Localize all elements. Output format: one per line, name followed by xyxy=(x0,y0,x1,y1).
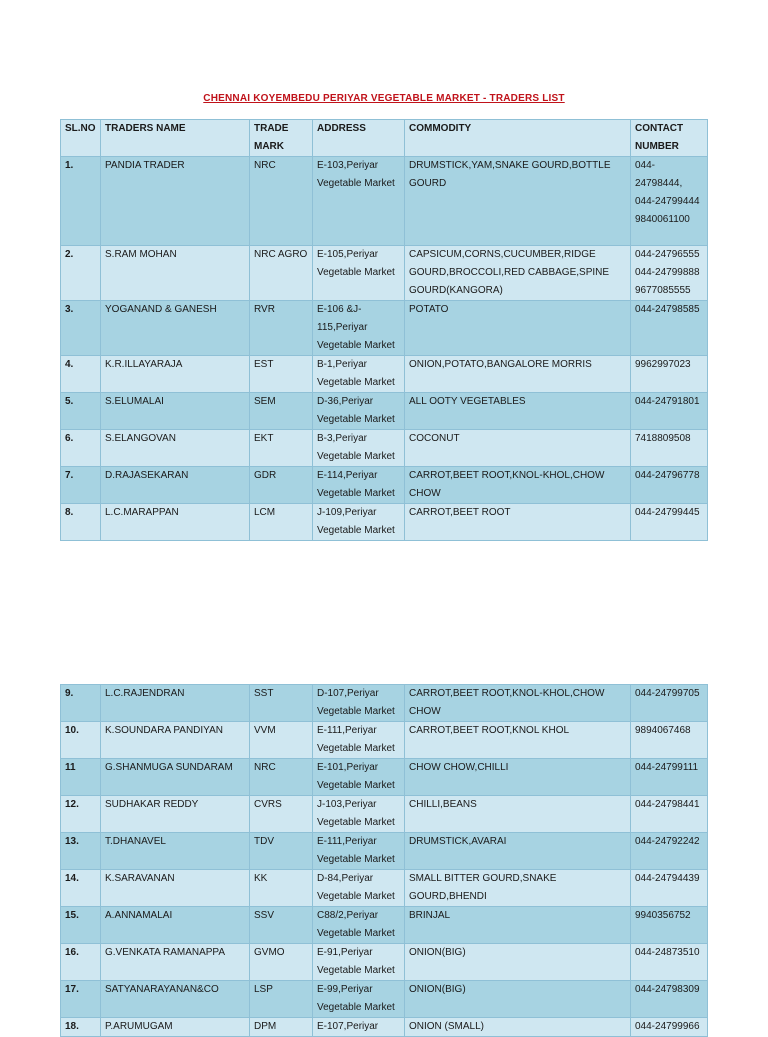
cell-trade-mark: EKT xyxy=(250,430,313,467)
cell-traders-name: K.SOUNDARA PANDIYAN xyxy=(101,722,250,759)
cell-commodity: ONION (SMALL) xyxy=(405,1018,631,1037)
cell-traders-name: T.DHANAVEL xyxy=(101,833,250,870)
table-row xyxy=(61,246,708,301)
cell-commodity: POTATO xyxy=(405,301,631,356)
traders-table-page1 xyxy=(60,119,708,541)
cell-commodity: DRUMSTICK,YAM,SNAKE GOURD,BOTTLE GOURD xyxy=(405,157,631,246)
contact-line: 044-24796555 xyxy=(635,249,700,260)
cell-contact-number xyxy=(631,430,708,467)
cell-address: E-107,Periyar xyxy=(313,1018,405,1037)
table-row xyxy=(61,796,708,833)
cell-address: E-103,Periyar Vegetable Market xyxy=(313,157,405,246)
header-address: ADDRESS xyxy=(313,120,405,157)
cell-slno: 11 xyxy=(61,759,101,796)
cell-traders-name: S.RAM MOHAN xyxy=(101,246,250,301)
contact-line: 044-24799445 xyxy=(635,507,700,518)
cell-commodity: ONION(BIG) xyxy=(405,944,631,981)
cell-commodity: BRINJAL xyxy=(405,907,631,944)
contact-line: 044-24794439 xyxy=(635,873,700,884)
table-row xyxy=(61,157,708,246)
table-row xyxy=(61,981,708,1018)
cell-contact-number xyxy=(631,393,708,430)
cell-trade-mark: LCM xyxy=(250,504,313,541)
cell-contact-number xyxy=(631,301,708,356)
cell-address: C88/2,Periyar Vegetable Market xyxy=(313,907,405,944)
cell-address: E-111,Periyar Vegetable Market xyxy=(313,833,405,870)
cell-traders-name: L.C.RAJENDRAN xyxy=(101,685,250,722)
cell-slno: 16. xyxy=(61,944,101,981)
cell-traders-name: G.VENKATA RAMANAPPA xyxy=(101,944,250,981)
cell-contact-number xyxy=(631,981,708,1018)
cell-commodity: ONION(BIG) xyxy=(405,981,631,1018)
cell-commodity: SMALL BITTER GOURD,SNAKE GOURD,BHENDI xyxy=(405,870,631,907)
cell-slno: 7. xyxy=(61,467,101,504)
cell-trade-mark: GVMO xyxy=(250,944,313,981)
cell-address: E-111,Periyar Vegetable Market xyxy=(313,722,405,759)
cell-traders-name: D.RAJASEKARAN xyxy=(101,467,250,504)
table-row xyxy=(61,430,708,467)
cell-contact-number xyxy=(631,944,708,981)
cell-address: E-114,Periyar Vegetable Market xyxy=(313,467,405,504)
header-trade-mark: TRADE MARK xyxy=(250,120,313,157)
cell-trade-mark: LSP xyxy=(250,981,313,1018)
header-contact-number: CONTACT NUMBER xyxy=(631,120,708,157)
contact-line: 044-24798309 xyxy=(635,984,700,995)
contact-line: 9962997023 xyxy=(635,359,691,370)
contact-line: 044-24798441 xyxy=(635,799,700,810)
cell-traders-name: SUDHAKAR REDDY xyxy=(101,796,250,833)
cell-contact-number xyxy=(631,246,708,301)
table-row xyxy=(61,393,708,430)
cell-commodity: CHILLI,BEANS xyxy=(405,796,631,833)
contact-line: 9940356752 xyxy=(635,910,691,921)
table-row xyxy=(61,467,708,504)
table-header-row xyxy=(61,120,708,157)
cell-slno: 5. xyxy=(61,393,101,430)
cell-commodity: CHOW CHOW,CHILLI xyxy=(405,759,631,796)
cell-commodity: CARROT,BEET ROOT,KNOL KHOL xyxy=(405,722,631,759)
cell-contact-number xyxy=(631,870,708,907)
cell-slno: 3. xyxy=(61,301,101,356)
table-row xyxy=(61,722,708,759)
cell-contact-number xyxy=(631,796,708,833)
cell-traders-name: P.ARUMUGAM xyxy=(101,1018,250,1037)
cell-contact-number xyxy=(631,504,708,541)
document-title: CHENNAI KOYEMBEDU PERIYAR VEGETABLE MARKET - TRADERS LIST xyxy=(203,93,565,104)
cell-slno: 13. xyxy=(61,833,101,870)
cell-contact-number xyxy=(631,722,708,759)
cell-slno: 6. xyxy=(61,430,101,467)
cell-address: E-101,Periyar Vegetable Market xyxy=(313,759,405,796)
cell-slno: 8. xyxy=(61,504,101,541)
cell-trade-mark: TDV xyxy=(250,833,313,870)
cell-commodity: CARROT,BEET ROOT,KNOL-KHOL,CHOW CHOW xyxy=(405,685,631,722)
contact-line: 9840061100 xyxy=(635,214,690,225)
cell-slno: 14. xyxy=(61,870,101,907)
cell-trade-mark: GDR xyxy=(250,467,313,504)
cell-traders-name: K.R.ILLAYARAJA xyxy=(101,356,250,393)
cell-trade-mark: SSV xyxy=(250,907,313,944)
table-row xyxy=(61,759,708,796)
cell-address: E-99,Periyar Vegetable Market xyxy=(313,981,405,1018)
cell-slno: 15. xyxy=(61,907,101,944)
cell-commodity: COCONUT xyxy=(405,430,631,467)
header-traders-name: TRADERS NAME xyxy=(101,120,250,157)
cell-address: D-84,Periyar Vegetable Market xyxy=(313,870,405,907)
contact-line: 044-24796778 xyxy=(635,470,700,481)
cell-commodity: CARROT,BEET ROOT xyxy=(405,504,631,541)
cell-contact-number xyxy=(631,157,708,246)
contact-line: 044-24791801 xyxy=(635,396,700,407)
cell-trade-mark: EST xyxy=(250,356,313,393)
contact-line: 7418809508 xyxy=(635,433,691,444)
cell-contact-number xyxy=(631,759,708,796)
cell-slno: 2. xyxy=(61,246,101,301)
cell-traders-name: A.ANNAMALAI xyxy=(101,907,250,944)
cell-trade-mark: VVM xyxy=(250,722,313,759)
contact-line: 044-24798585 xyxy=(635,304,700,315)
traders-table-page2 xyxy=(60,684,708,1037)
cell-slno: 12. xyxy=(61,796,101,833)
cell-contact-number xyxy=(631,467,708,504)
cell-address: D-107,Periyar Vegetable Market xyxy=(313,685,405,722)
cell-slno: 4. xyxy=(61,356,101,393)
contact-line: 044-24799966 xyxy=(635,1021,700,1032)
cell-contact-number xyxy=(631,356,708,393)
cell-slno: 17. xyxy=(61,981,101,1018)
header-commodity: COMMODITY xyxy=(405,120,631,157)
cell-commodity: ALL OOTY VEGETABLES xyxy=(405,393,631,430)
table-row xyxy=(61,504,708,541)
cell-slno: 9. xyxy=(61,685,101,722)
cell-traders-name: K.SARAVANAN xyxy=(101,870,250,907)
cell-contact-number xyxy=(631,685,708,722)
contact-line: 9677085555 xyxy=(635,285,691,296)
cell-address: E-106 &J-115,Periyar Vegetable Market xyxy=(313,301,405,356)
cell-contact-number xyxy=(631,1018,708,1037)
table-row xyxy=(61,944,708,981)
contact-line: 044-24873510 xyxy=(635,947,700,958)
cell-trade-mark: NRC xyxy=(250,759,313,796)
cell-traders-name: PANDIA TRADER xyxy=(101,157,250,246)
contact-line: 044-24799888 xyxy=(635,267,700,278)
contact-line: 044-24799111 xyxy=(635,762,699,773)
cell-traders-name: S.ELUMALAI xyxy=(101,393,250,430)
cell-address: E-91,Periyar Vegetable Market xyxy=(313,944,405,981)
cell-address: J-103,Periyar Vegetable Market xyxy=(313,796,405,833)
cell-trade-mark: DPM xyxy=(250,1018,313,1037)
cell-address: B-3,Periyar Vegetable Market xyxy=(313,430,405,467)
cell-contact-number xyxy=(631,833,708,870)
cell-address: B-1,Periyar Vegetable Market xyxy=(313,356,405,393)
table-row xyxy=(61,907,708,944)
table-row xyxy=(61,356,708,393)
cell-address: J-109,Periyar Vegetable Market xyxy=(313,504,405,541)
table-row xyxy=(61,301,708,356)
cell-trade-mark: SEM xyxy=(250,393,313,430)
contact-line: 044-24792242 xyxy=(635,836,700,847)
cell-trade-mark: SST xyxy=(250,685,313,722)
header-slno: SL.NO xyxy=(61,120,101,157)
table-row xyxy=(61,685,708,722)
cell-address: E-105,Periyar Vegetable Market xyxy=(313,246,405,301)
table-row xyxy=(61,833,708,870)
cell-commodity: ONION,POTATO,BANGALORE MORRIS xyxy=(405,356,631,393)
cell-trade-mark: NRC AGRO xyxy=(250,246,313,301)
contact-line: 24798444, xyxy=(635,178,683,189)
contact-line: 044- xyxy=(635,160,656,171)
cell-slno: 10. xyxy=(61,722,101,759)
table-row xyxy=(61,1018,708,1037)
cell-trade-mark: KK xyxy=(250,870,313,907)
contact-line: 9894067468 xyxy=(635,725,691,736)
contact-line: 044-24799444 xyxy=(635,196,700,207)
cell-traders-name: G.SHANMUGA SUNDARAM xyxy=(101,759,250,796)
cell-trade-mark: CVRS xyxy=(250,796,313,833)
cell-slno: 1. xyxy=(61,157,101,246)
cell-slno: 18. xyxy=(61,1018,101,1037)
cell-traders-name: SATYANARAYANAN&CO xyxy=(101,981,250,1018)
cell-commodity: DRUMSTICK,AVARAI xyxy=(405,833,631,870)
cell-traders-name: YOGANAND & GANESH xyxy=(101,301,250,356)
cell-address: D-36,Periyar Vegetable Market xyxy=(313,393,405,430)
cell-traders-name: L.C.MARAPPAN xyxy=(101,504,250,541)
cell-traders-name: S.ELANGOVAN xyxy=(101,430,250,467)
cell-contact-number xyxy=(631,907,708,944)
cell-trade-mark: NRC xyxy=(250,157,313,246)
cell-trade-mark: RVR xyxy=(250,301,313,356)
cell-commodity: CAPSICUM,CORNS,CUCUMBER,RIDGE GOURD,BROCCOLI,RED CABBAGE,SPINE GOURD(KANGORA) xyxy=(405,246,631,301)
table-row xyxy=(61,870,708,907)
contact-line: 044-24799705 xyxy=(635,688,700,699)
cell-commodity: CARROT,BEET ROOT,KNOL-KHOL,CHOW CHOW xyxy=(405,467,631,504)
